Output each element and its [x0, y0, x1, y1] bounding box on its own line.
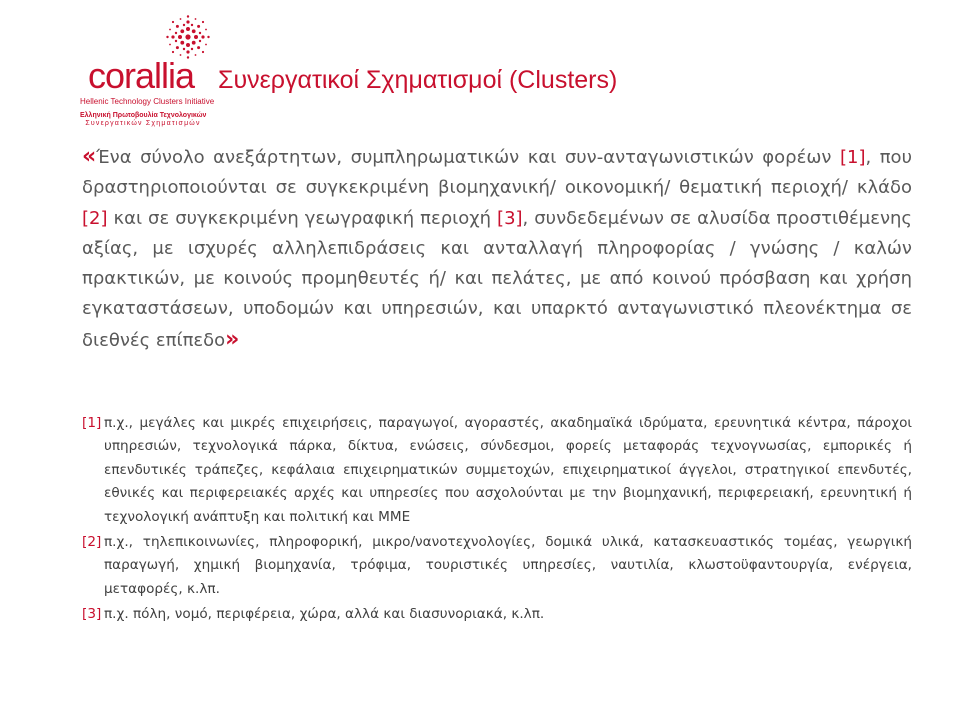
- logo-tagline-gr-1: Ελληνική Πρωτοβουλία Τεχνολογικών: [80, 112, 207, 119]
- footnote-marker-1: [1]: [82, 415, 102, 431]
- quote-text-2: , που δραστηριοποιούνται σε συγκεκριμένη βιομηχανική/ οικονομική/ θεματική περιοχή/ κλάδο: [82, 147, 912, 199]
- logo-tagline-en: Hellenic Technology Clusters Initiative: [80, 97, 215, 106]
- footnote-3: [82, 603, 912, 626]
- footnote-marker-3: [3]: [82, 606, 102, 623]
- quote-ref-1: [1]: [839, 147, 866, 168]
- quote-text-4: , συνδεδεμένων σε αλυσίδα προστιθέμενης αξίας, με ισχυρές αλληλεπιδράσεις και ανταλλαγή πληροφορίας / γνώσης / καλών πρακτικών, με κοινούς προμηθευτές ή/ και πελάτες, με από κοινού πρόσβαση και χρήση εγκαταστάσεων, υποδομών και υπηρεσιών, και υπαρκτό ανταγωνιστικό πλεονέκτημα σε διεθνές επίπεδο: [82, 207, 912, 351]
- starburst-logo-icon: [165, 14, 211, 60]
- quote-text-3: και σε συγκεκριμένη γεωγραφική περιοχή: [107, 207, 498, 229]
- corallia-logo: [80, 14, 215, 127]
- footnotes: [82, 412, 912, 629]
- quote-ref-3: [3]: [497, 207, 523, 229]
- definition-quote: [82, 142, 912, 356]
- logo-wordmark: corallia: [87, 55, 195, 96]
- footnote-text-1: π.χ., μεγάλες και μικρές επιχειρήσεις, παραγωγοί, αγοραστές, ακαδημαϊκά ιδρύματα, ερευνητικά κέντρα, πάροχοι υπηρεσιών, τεχνολογικά πάρκα, δίκτυα, ενώσεις, σύνδεσμοι, φορείς μεταφοράς τεχνογνωσίας, εμπορικές ή επενδυτικές τράπεζες, κεφάλαια επιχειρηματικών συμμετοχών, επιχειρηματικοί άγγελοι, στρατηγικοί επενδυτές, εθνικές και περιφερειακές αρχές και υπηρεσίες που ασχολούνται με την βιομηχανική, περιφερειακή, ερευνητική ή τεχνολογική ανάπτυξη και πολιτική και ΜΜΕ: [104, 415, 912, 525]
- open-quote-mark: «: [82, 144, 97, 169]
- footnote-1: [82, 412, 912, 529]
- footnote-text-3: π.χ. πόλη, νομό, περιφέρεια, χώρα, αλλά και διασυνοριακά, κ.λπ.: [104, 606, 545, 623]
- footnote-text-2: π.χ., τηλεπικοινωνίες, πληροφορική, μικρο/νανοτεχνολογίες, δομικά υλικά, κατασκευαστικός τομέας, γεωργική παραγωγή, χημική βιομηχανία, τρόφιμα, τουριστικές υπηρεσίες, ναυτιλία, κλωστοϋφαντουργία, ενέργεια, μεταφορές, κ.λπ.: [104, 534, 912, 597]
- logo-tagline-gr-2: Συνεργατικών Σχηματισμών: [85, 120, 201, 127]
- close-quote-mark: »: [225, 326, 240, 352]
- slide-title: Συνεργατικοί Σχηματισμοί (Clusters): [218, 66, 618, 94]
- footnote-2: [82, 531, 912, 601]
- quote-ref-2: [2]: [82, 207, 108, 229]
- footnote-marker-2: [2]: [82, 534, 102, 551]
- quote-text-1: Ένα σύνολο ανεξάρτητων, συμπληρωματικών και συν-ανταγωνιστικών φορέων: [96, 147, 840, 168]
